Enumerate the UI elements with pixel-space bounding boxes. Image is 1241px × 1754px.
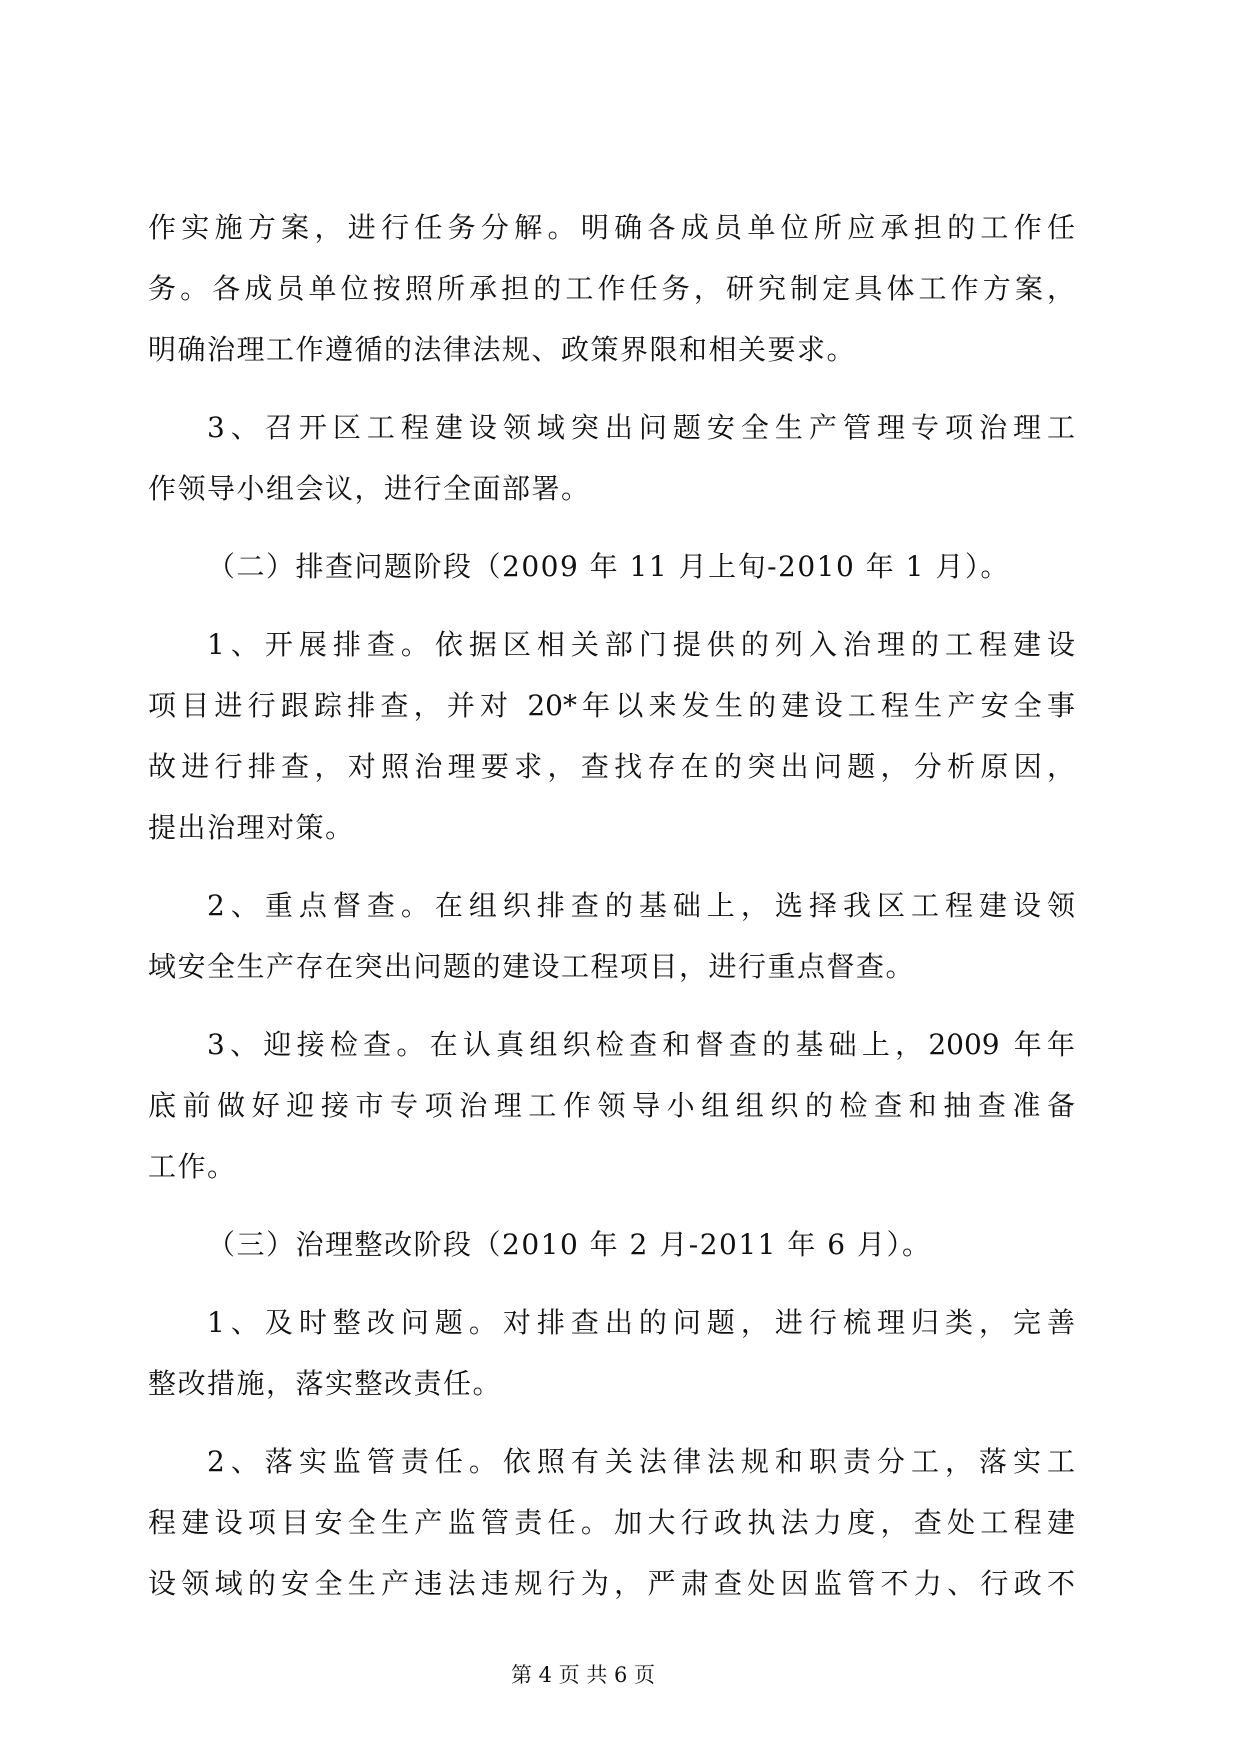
list-item-paragraph	[148, 1014, 1075, 1197]
paragraph	[148, 197, 1075, 380]
paragraph-line: 3、迎接检查。在认真组织检查和督查的基础上，2009 年年	[207, 1028, 1075, 1061]
paragraph-line: 工作。	[148, 1150, 237, 1183]
section-heading-line: （二）排查问题阶段（2009 年 11 月上旬-2010 年 1 月）。	[207, 550, 1010, 583]
paragraph-line: 1、开展排查。依据区相关部门提供的列入治理的工程建设	[207, 628, 1075, 661]
paragraph-line: 作实施方案，进行任务分解。明确各成员单位所应承担的工作任	[148, 211, 1075, 244]
section-heading	[148, 1214, 1075, 1275]
list-item-paragraph	[148, 1292, 1075, 1414]
paragraph-line: 设领域的安全生产违法违规行为，严肃查处因监管不力、行政不	[148, 1567, 1075, 1600]
paragraph-line: 2、落实监管责任。依照有关法律法规和职责分工，落实工	[207, 1445, 1075, 1478]
paragraph-line: 整改措施，落实整改责任。	[148, 1367, 503, 1400]
paragraph-line: 底前做好迎接市专项治理工作领导小组组织的检查和抽查准备	[148, 1089, 1075, 1122]
paragraph-line: 故进行排查，对照治理要求，查找存在的突出问题，分析原因，	[148, 750, 1075, 783]
paragraph-line: 2、重点督查。在组织排查的基础上，选择我区工程建设领	[207, 889, 1075, 922]
paragraph-line: 项目进行跟踪排查，并对 20*年以来发生的建设工程生产安全事	[148, 689, 1075, 722]
list-item-paragraph	[148, 875, 1075, 997]
paragraph-line: 程建设项目安全生产监管责任。加大行政执法力度，查处工程建	[148, 1506, 1075, 1539]
list-item-paragraph	[148, 1431, 1075, 1614]
paragraph-line: 务。各成员单位按照所承担的工作任务，研究制定具体工作方案，	[148, 272, 1075, 305]
paragraph-line: 提出治理对策。	[148, 811, 355, 844]
list-item-paragraph	[148, 397, 1075, 519]
paragraph-line: 3、召开区工程建设领域突出问题安全生产管理专项治理工	[207, 411, 1075, 444]
list-item-paragraph	[148, 614, 1075, 858]
paragraph-line: 明确治理工作遵循的法律法规、政策界限和相关要求。	[148, 333, 857, 366]
paragraph-line: 域安全生产存在突出问题的建设工程项目，进行重点督查。	[148, 950, 916, 983]
section-heading-line: （三）治理整改阶段（2010 年 2 月-2011 年 6 月）。	[207, 1228, 932, 1261]
document-body	[148, 197, 1075, 1631]
page-footer: 第 4 页 共 6 页	[510, 1663, 656, 1687]
section-heading	[148, 536, 1075, 597]
paragraph-line: 作领导小组会议，进行全面部署。	[148, 472, 591, 505]
paragraph-line: 1、及时整改问题。对排查出的问题，进行梳理归类，完善	[207, 1306, 1075, 1339]
